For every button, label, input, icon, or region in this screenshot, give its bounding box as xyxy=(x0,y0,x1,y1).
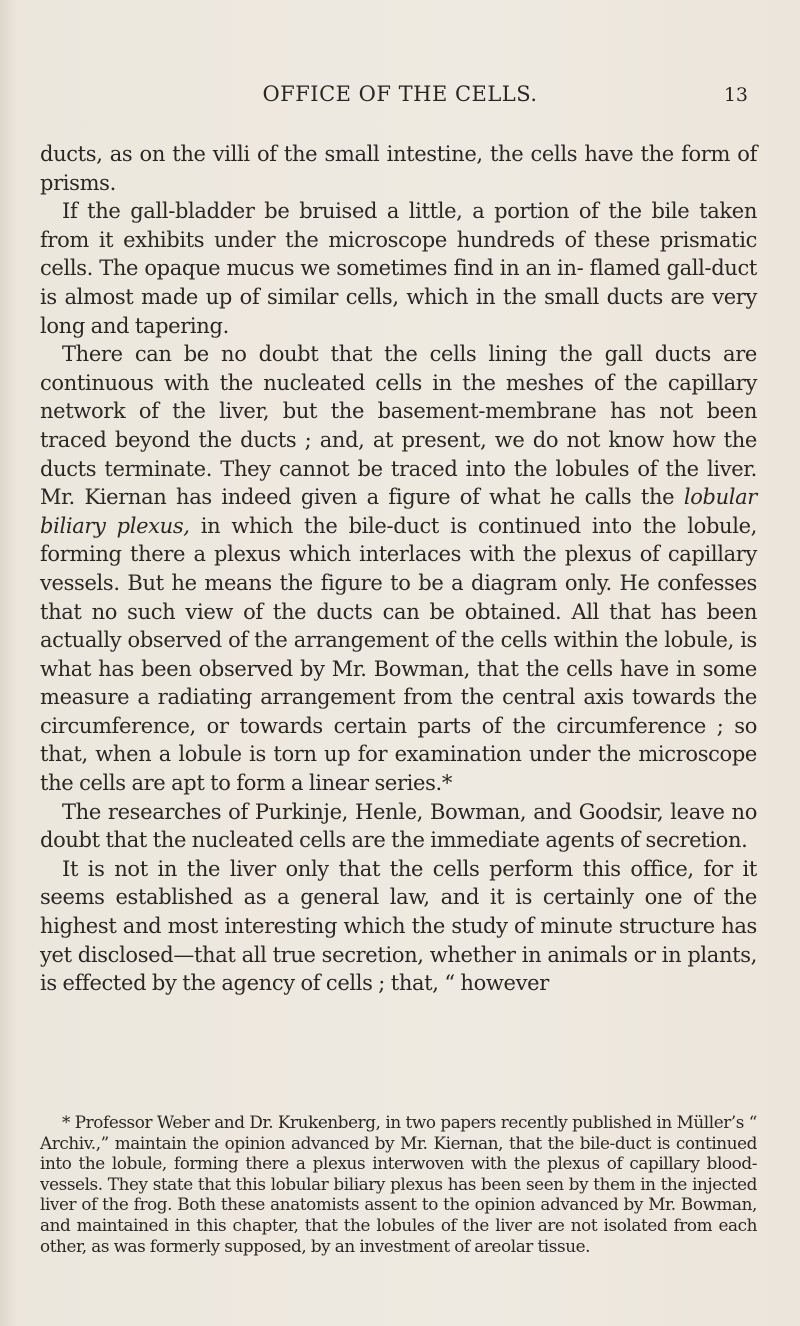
body-text xyxy=(40,140,757,998)
footnote: * Professor Weber and Dr. Krukenberg, in two papers recently published in Müller’s “ Archiv.,” maintain the opinion advanced by Mr. Kiernan, that the bile-duct is continued into the lobule, forming there a plexus interwoven with the plexus of capillary blood-vessels. They state that this lobular biliary plexus has been seen by them in the injected liver of the frog. Both these anatomists assent to the opinion advanced by Mr. Bowman, and maintained in this chapter, that the lobules of the liver are not isolated from each other, as was formerly supposed, by an investment of areolar tissue. xyxy=(40,1112,757,1256)
page-number: 13 xyxy=(723,84,748,106)
page-header xyxy=(0,82,800,112)
paragraph-1: ducts, as on the villi of the small intestine, the cells have the form of prisms. xyxy=(40,142,757,195)
paragraph-5: It is not in the liver only that the cells perform this office, for it seems established as a general law, and it is certainly one of the highest and most interesting which the study of minute structure has yet disclosed—that all true secretion, whether in animals or in plants, is effected by the agency of cells ; that, “ however xyxy=(40,856,757,996)
paragraph-3-part-a: There can be no doubt that the cells lining the gall ducts are continuous with the nucleated cells in the meshes of the capillary network of the liver, but the basement-membrane has not been traced beyond the ducts ; and, at present, we do not know how the ducts terminate. They cannot be traced into the lobules of the liver. Mr. Kiernan has indeed given a figure of what he calls the xyxy=(40,342,757,510)
italic-term: lobular biliary plexus, xyxy=(40,485,757,538)
paragraph-2: If the gall-bladder be bruised a little, a portion of the bile taken from it exhibits under the microscope hundreds of these prismatic cells. The opaque mucus we sometimes find in an in- flamed gall-duct is almost made up of similar cells, which in the small ducts are very long and tapering. xyxy=(40,199,757,338)
paragraph-3 xyxy=(40,340,757,798)
paragraph-3-part-b: in which the bile-duct is continued into the lobule, forming there a plexus which interlaces with the plexus of capillary vessels. But he means the figure to be a diagram only. He confesses that no such view of the ducts can be obtained. All that has been actually observed of the arrangement of the cells within the lobule, is what has been observed by Mr. Bowman, that the cells have in some measure a radiating arrangement from the central axis towards the circumference, or towards certain parts of the circumference ; so that, when a lobule is torn up for examination under the microscope the cells are apt to form a linear series.* xyxy=(40,513,758,796)
paragraph-4: The researches of Purkinje, Henle, Bowman, and Goodsir, leave no doubt that the nucleated cells are the immediate agents of secretion. xyxy=(40,799,757,853)
running-head: OFFICE OF THE CELLS. xyxy=(262,82,538,106)
